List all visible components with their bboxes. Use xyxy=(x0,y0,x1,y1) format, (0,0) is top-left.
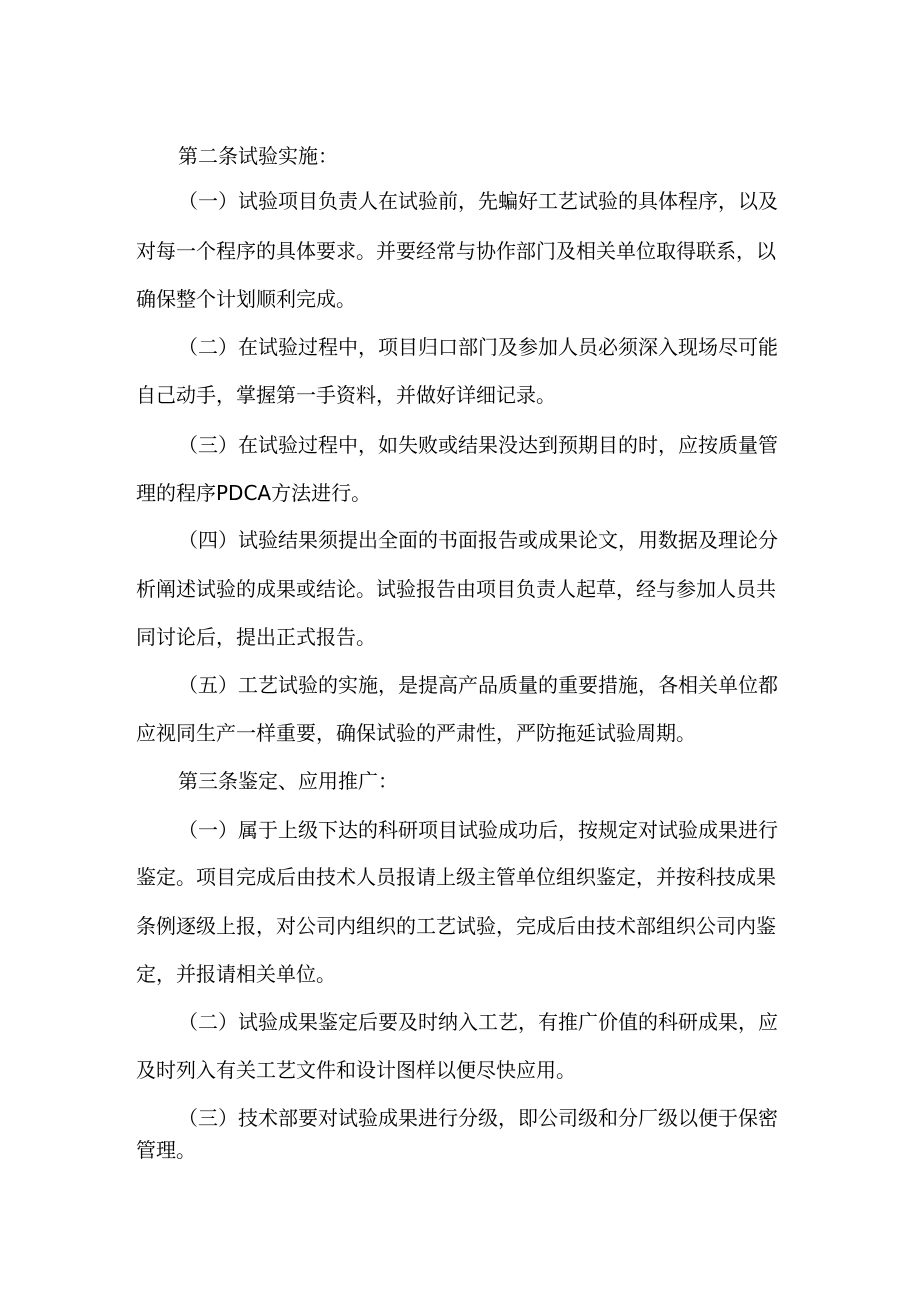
paragraph-line: （三）在试验过程中，如失败或结果没达到预期目的时，应按质量管 xyxy=(178,433,778,457)
section-heading: 第二条试验实施： xyxy=(178,144,338,168)
paragraph-line: （二）在试验过程中，项目归口部门及参加人员必须深入现场尽可能 xyxy=(178,335,778,359)
paragraph-line: 应视同生产一样重要，确保试验的严肃性，严防拖延试验周期。 xyxy=(136,721,696,745)
paragraph-line: 析阐述试验的成果或结论。试验报告由项目负责人起草，经与参加人员共 xyxy=(136,577,776,601)
paragraph-line: 自己动手，掌握第一手资料，并做好详细记录。 xyxy=(136,383,556,407)
paragraph-line: 管理。 xyxy=(136,1138,196,1162)
paragraph-line: （三）技术部要对试验成果进行分级，即公司级和分厂级以便于保密 xyxy=(178,1106,778,1130)
paragraph-line: 鉴定。项目完成后由技术人员报请上级主管单位组织鉴定，并按科技成果 xyxy=(136,865,776,889)
paragraph-line: （一）试验项目负责人在试验前，先蝙好工艺试验的具体程序，以及 xyxy=(178,189,778,213)
paragraph-line: （一）属于上级下达的科研项目试验成功后，按规定对试验成果进行 xyxy=(178,818,778,842)
paragraph-line: （二）试验成果鉴定后要及时纳入工艺，有推广价值的科研成果，应 xyxy=(178,1010,778,1034)
section-heading: 第三条鉴定、应用推广： xyxy=(178,769,398,793)
paragraph-line: 定，并报请相关单位。 xyxy=(136,962,336,986)
paragraph-line: 及时列入有关工艺文件和设计图样以便尽快应用。 xyxy=(136,1058,576,1082)
paragraph-line: 条例逐级上报，对公司内组织的工艺试验，完成后由技术部组织公司内鉴 xyxy=(136,914,776,938)
paragraph-line: 理的程序PDCA方法进行。 xyxy=(136,481,372,505)
paragraph-line: 对每一个程序的具体要求。并要经常与协作部门及相关单位取得联系，以 xyxy=(136,239,776,263)
paragraph-line: 同讨论后，提出正式报告。 xyxy=(136,625,376,649)
paragraph-line: （五）工艺试验的实施，是提高产品质量的重要措施，各相关单位都 xyxy=(178,673,778,697)
paragraph-line: 确保整个计划顺利完成。 xyxy=(136,287,356,311)
paragraph-line: （四）试验结果须提出全面的书面报告或成果论文，用数据及理论分 xyxy=(178,528,778,552)
